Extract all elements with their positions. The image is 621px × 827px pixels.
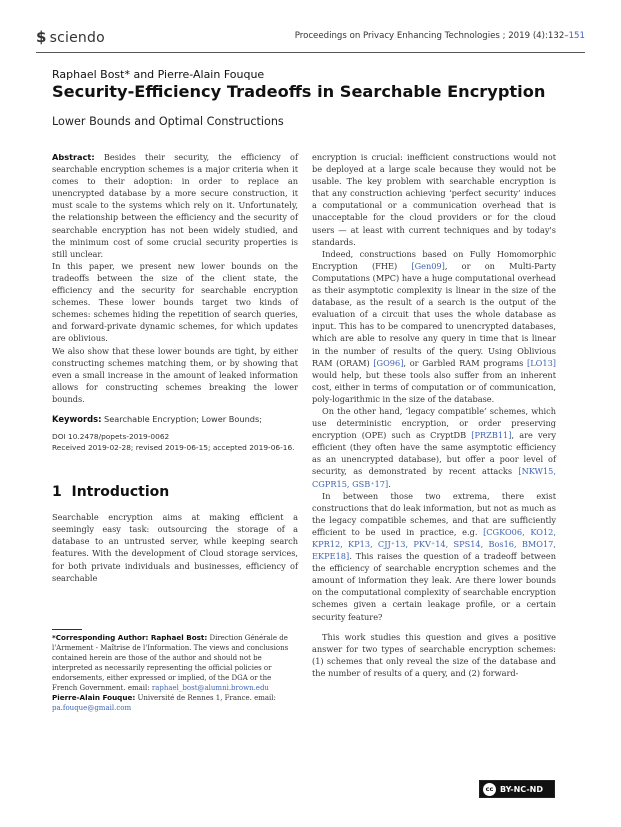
right-p5: This work studies this question and gives a positive answer for two types of searchable encryption schemes: (1) schemes that only reveal the size of the database and the number of results of a query, and (2) forward-	[312, 631, 556, 678]
right-p2-text-d: would help, but these tools also suffer from an inherent cost, either in terms of computation or of communication, poly-logarithmic in the size of the database.	[312, 369, 556, 404]
right-p3-text-c: .	[388, 478, 391, 489]
keywords-text: Searchable Encryption; Lower Bounds;	[104, 413, 262, 424]
left-column	[52, 151, 298, 584]
proceedings-pages-link[interactable]: 151	[568, 31, 585, 41]
corr-author-email-link[interactable]: raphael_bost@alumni.brown.edu	[151, 684, 269, 692]
right-p3	[312, 405, 556, 490]
footnote	[52, 633, 298, 713]
right-p4	[312, 490, 556, 623]
abstract-heading: Abstract:	[52, 152, 95, 162]
corresponding-author-note	[52, 633, 298, 693]
second-author-text: Université de Rennes 1, France. email:	[137, 694, 276, 702]
sciendo-s-logo-icon: $	[36, 28, 47, 46]
license-text: BY-NC-ND	[500, 784, 544, 794]
right-p4-text-a: In between those two extrema, there exist constructions that do leak information, but not as much as the legacy compatible schemes, and that are sufficiently efficient to be used in practice, e.g.	[312, 490, 556, 537]
header-divider	[36, 52, 585, 53]
right-column	[312, 151, 556, 679]
second-author-note	[52, 693, 298, 713]
proceedings-line	[295, 31, 585, 41]
right-p3-text-b: , are very efficient (they often have the same asymptotic efficiency as an unencrypted database), but offer a poor level of security, as demonstrated by recent attacks	[312, 430, 557, 477]
right-p1: encryption is crucial: inefficient constructions would not be deployed at a large scale because they would not be usable. The key problem with searchable encryption is that any construction achieving ‘perfect security’ induces a computational or a communication overhead that is unacceptable for the cloud providers or for the cloud users — at least with current techniques and by today's standards.	[312, 152, 556, 247]
footnote-divider	[52, 629, 82, 630]
citation-gen09[interactable]: [Gen09]	[411, 260, 445, 271]
section-heading	[52, 484, 298, 501]
creative-commons-icon: cc	[483, 783, 496, 796]
abstract-p3: We also show that these lower bounds are tight, by either constructing schemes matching them, or by showing that even a small increase in the amount of leaked information allows for constructing schemes breaking the lower bounds.	[52, 345, 298, 404]
right-p2-text-c: , or Garbled RAM programs	[403, 357, 528, 368]
right-p4-text-b: . This raises the question of a tradeoff between the efficiency of searchable encryption schemes and the amount of information they leak. Are there lower bounds on the computational complexity of searchable encryption schemes given a certain leakage profile, or a certain security feature?	[312, 551, 556, 622]
paper-subtitle: Lower Bounds and Optimal Constructions	[52, 115, 284, 128]
citation-lo13[interactable]: [LO13]	[527, 357, 556, 368]
citation-schemes[interactable]: [CGKO06, KO12, KPR12, KP13, CJJ⁺13, PKV⁺14, SPS14, Bos16, BMO17, EKPE18]	[312, 526, 556, 562]
logo-text: sciendo	[49, 30, 105, 46]
right-p3-text-a: On the other hand, ‘legacy compatible’ schemes, which use deterministic encryption, or order preserving encryption (OPE) such as CryptDB	[312, 405, 556, 441]
page-header	[36, 28, 585, 48]
paper-title: Security-Efficiency Tradeoffs in Searchable Encryption	[52, 82, 546, 101]
right-p2-text-b: , or on Multi-Party Computations (MPC) have a huge computational overhead as their asymptotic complexity is linear in the size of the database, as the result of a search is the output of the evaluation of a circuit that uses the whole database as input. This has to be compared to unencrypted databases, which are able to resolve any query in time that is linear in the number of results of the query. Using Oblivious RAM (ORAM)	[312, 260, 556, 368]
authors: Raphael Bost* and Pierre-Alain Fouque	[52, 68, 265, 81]
proceedings-text: Proceedings on Privacy Enhancing Technologies ; 2019 (4):132–	[294, 31, 569, 41]
abstract-text-1: Besides their security, the efficiency of searchable encryption schemes is a major criteria when it comes to their adoption: in order to replace an unencrypted database by a more secure construction, it must scale to the systems which rely on it. Unfortunately, the relationship between the efficiency and the security of searchable encryption has not been widely studied, and the minimum cost of some crucial security properties is still unclear.	[52, 152, 298, 259]
section-title: Introduction	[71, 484, 170, 501]
corr-author-text: Direction Générale de l'Armement - Maîtrise de l'Information. The views and conclusions contained herein are those of the author and should not be interpreted as necessarily representing the official policies or endorsements, either expressed or implied, of the DGA or the French Government. email:	[52, 634, 289, 692]
corr-author-head: *Corresponding Author: Raphael Bost:	[52, 633, 208, 642]
citation-przb11[interactable]: [PRZB11]	[471, 430, 512, 441]
citation-go96[interactable]: [GO96]	[373, 357, 404, 368]
received-dates: Received 2019-02-28; revised 2019-06-15; accepted 2019-06-16.	[52, 443, 295, 453]
keywords	[52, 413, 298, 425]
cc-license-badge[interactable]	[479, 780, 555, 798]
section-number: 1	[52, 484, 62, 501]
sciendo-logo	[36, 28, 105, 46]
doi: DOI 10.2478/popets-2019-0062	[52, 432, 170, 442]
intro-paragraph-left: Searchable encryption aims at making efficient a seemingly easy task: outsourcing the storage of a database to an untrusted server, while keeping search features. With the development of Cloud storage services, for both private individuals and businesses, efficiency of searchable	[52, 512, 298, 583]
keywords-heading: Keywords:	[52, 413, 102, 424]
right-p2-text-a: Indeed, constructions based on Fully Homomorphic Encryption (FHE)	[312, 248, 556, 271]
abstract-p1	[52, 151, 298, 260]
abstract-p2: In this paper, we present new lower bounds on the tradeoffs between the size of the client state, the efficiency and the security for searchable encryption schemes. These lower bounds target two kinds of schemes: schemes hiding the repetition of search queries, and forward-private dynamic schemes, for which updates are oblivious.	[52, 260, 298, 344]
second-author-email-link[interactable]: pa.fouque@gmail.com	[52, 704, 132, 712]
citation-attacks[interactable]: [NKW15, CGPR15, GSB⁺17]	[312, 466, 556, 489]
second-author-head: Pierre-Alain Fouque:	[52, 693, 136, 702]
right-p2	[312, 248, 556, 405]
